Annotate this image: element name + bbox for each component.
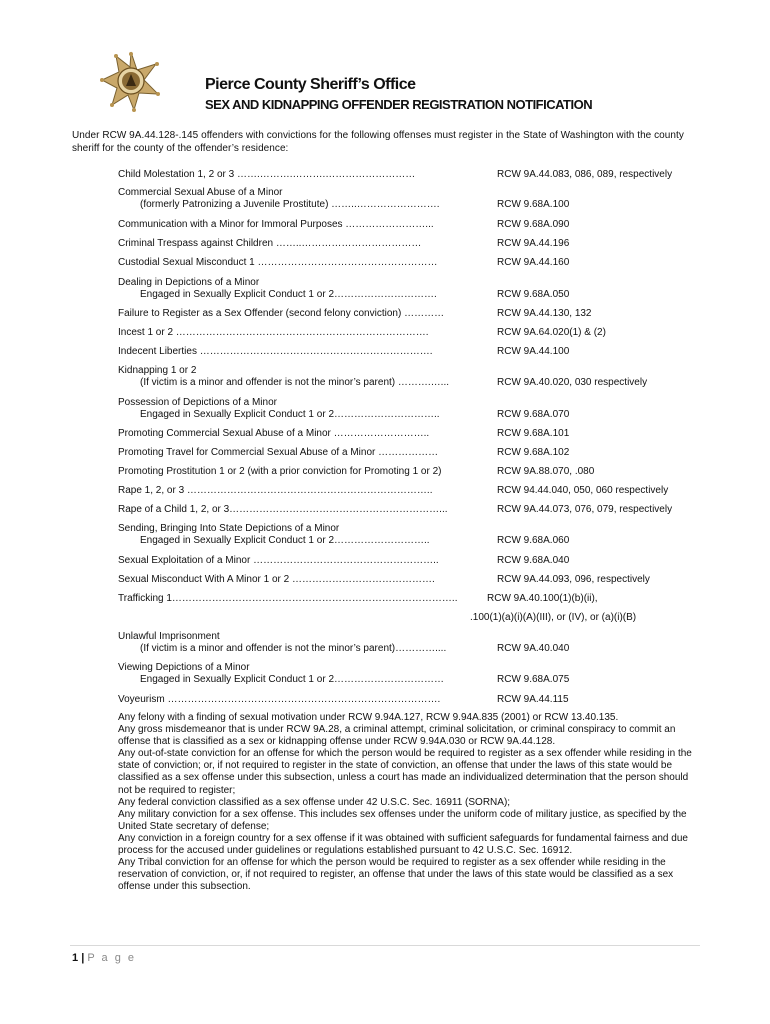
offense-rcw: RCW 9A.44.130, 132 [497,308,592,319]
offense-label: Possession of Depictions of a Minor [118,397,277,408]
page-subtitle: SEX AND KIDNAPPING OFFENDER REGISTRATION NOTIFICATION [205,97,593,112]
offense-label: Promoting Commercial Sexual Abuse of a Minor ……………………….. [118,428,430,439]
provision-paragraph: Any military conviction for a sex offense. This includes sex offenses under the uniform code of military justice, as specified by the United State secretary of defense; [118,808,687,832]
offense-label: Custodial Sexual Misconduct 1 ……………………………………………… [118,257,438,268]
offense-label-cont: (formerly Patronizing a Juvenile Prostitute) ……..……………………. [140,199,440,210]
page-footer [72,952,136,964]
footer-divider [70,945,700,946]
offense-label: Rape of a Child 1, 2, or 3………………………………………………………... [118,504,448,515]
offense-rcw: RCW 9.68A.101 [497,428,570,439]
offense-rcw: RCW 9.68A.040 [497,555,570,566]
offense-label: Sexual Misconduct With A Minor 1 or 2 ……………………………………. [118,574,435,585]
offense-rcw: RCW 9.68A.070 [497,409,570,420]
offense-label-cont: (If victim is a minor and offender is not the minor’s parent) ……….…... [140,377,450,388]
offense-rcw: RCW 9.68A.050 [497,289,570,300]
offense-label: Indecent Liberties ……………………………………………………………. [118,346,433,357]
offense-rcw: RCW 9A.44.073, 076, 079, respectively [497,504,673,515]
offense-rcw: RCW 9.68A.060 [497,535,570,546]
offense-label: Commercial Sexual Abuse of a Minor [118,187,283,198]
offense-label: Failure to Register as a Sex Offender (second felony conviction) ………… [118,308,445,319]
offense-label: Communication with a Minor for Immoral Purposes ……………………... [118,219,434,230]
offense-rcw: RCW 9.68A.090 [497,219,570,230]
page-separator: | [81,952,85,964]
offense-rcw: RCW 9A.44.160 [497,257,570,268]
offense-label-cont: Engaged in Sexually Explicit Conduct 1 or 2……………………….. [140,535,430,546]
offense-label: Child Molestation 1, 2 or 3 …….……….……….……………………… [118,169,416,180]
offense-label: Sending, Bringing Into State Depictions of a Minor [118,523,340,534]
offense-rcw: RCW 9A.44.115 [497,694,569,705]
offense-rcw-cont: .100(1)(a)(i)(A)(III), or (IV), or (a)(i)(B) [470,612,637,623]
offense-rcw: RCW 94.44.040, 050, 060 respectively [497,485,669,496]
offense-rcw: RCW 9.68A.102 [497,447,570,458]
provision-paragraph: Any Tribal conviction for an offense for which the person would be required to register as a sex offender while residing in the reservation of conviction, or, if not required to register, an offense that under the laws of this state would be classified as a sex offense under this subsection. [118,857,674,893]
offense-label: Viewing Depictions of a Minor [118,662,250,673]
page-title: Pierce County Sheriff’s Office [205,76,416,93]
offense-label: Sexual Exploitation of a Minor ……………………………………………….. [118,555,439,566]
offense-label: Rape 1, 2, or 3 ……………………………………………………………….. [118,485,433,496]
offense-rcw: RCW 9A.44.100 [497,346,570,357]
provision-paragraph: Any gross misdemeanor that is under RCW 9A.28, a criminal attempt, criminal solicitation, or criminal conspiracy to commit an offense that is classified as a sex or kidnapping offense under RCW 9.94A.030 or RCW 9A.44.128. [118,724,676,748]
offense-rcw: RCW 9A.40.100(1)(b)(ii), [487,593,598,604]
offense-rcw: RCW 9A.44.093, 096, respectively [497,574,650,585]
offense-rcw: RCW 9A.40.020, 030 respectively [497,377,648,388]
provision-paragraph: Any felony with a finding of sexual motivation under RCW 9.94A.127, RCW 9.94A.835 (2001) or RCW 13.40.135. [118,712,619,723]
offense-label-cont: (If victim is a minor and offender is not the minor’s parent)………….... [140,643,447,654]
offense-label: Incest 1 or 2 …………………………………………………………………. [118,327,429,338]
offense-rcw: RCW 9A.88.070, .080 [497,466,595,477]
offense-label-cont: Engaged in Sexually Explicit Conduct 1 or 2…………………………… [140,674,445,685]
offense-rcw: RCW 9.68A.100 [497,199,570,210]
offense-rcw: RCW 9A.40.040 [497,643,570,654]
offense-label: Trafficking 1………………………………………………………………………….. [118,593,458,604]
page-number: 1 [72,952,79,964]
additional-provisions [118,712,698,893]
offense-label: Dealing in Depictions of a Minor [118,277,260,288]
offense-label: Promoting Travel for Commercial Sexual Abuse of a Minor ……………… [118,447,439,458]
offense-label: Kidnapping 1 or 2 [118,365,197,376]
provision-paragraph: Any out-of-state conviction for an offense for which the person would be required to register as a sex offender while residing in the state of conviction; or, if not required to register in the state of conviction, an offense that under the laws of this state would be classified as a sex offense under this subsection, unless a court has made an individualized determination that the person should not be required to register; [118,748,692,796]
offense-label: Promoting Prostitution 1 or 2 (with a prior conviction for Promoting 1 or 2) [118,466,442,477]
provision-paragraph: Any conviction in a foreign country for a sex offense if it was obtained with sufficient safeguards for fundamental fairness and due process for the accused under guidelines or regulations established pursuant to 42 U.S.C. Sec. 16912. [118,832,688,857]
offense-label: Voyeurism ………………………………………………………………………. [118,694,441,705]
offense-label: Criminal Trespass against Children ……..……………………………… [118,238,422,249]
page-label: P a g e [87,952,136,964]
offense-label-cont: Engaged in Sexually Explicit Conduct 1 or 2………………………….. [140,409,440,420]
offense-rcw: RCW 9A.44.196 [497,238,570,249]
provision-paragraph: Any federal conviction classified as a sex offense under 42 U.S.C. Sec. 16911 (SORNA); [118,796,511,808]
offense-rcw: RCW 9A.64.020(1) & (2) [497,327,606,338]
sheriff-badge-logo [100,50,162,112]
offense-rcw: RCW 9.68A.075 [497,674,570,685]
offense-rcw: RCW 9A.44.083, 086, 089, respectively [497,169,673,180]
offense-label: Unlawful Imprisonment [118,631,220,642]
intro-paragraph: Under RCW 9A.44.128-.145 offenders with convictions for the following offenses must register in the State of Washington with the county sheriff for the county of the offender’s residence: [72,130,684,154]
offense-label-cont: Engaged in Sexually Explicit Conduct 1 or 2…………………………. [140,289,437,300]
